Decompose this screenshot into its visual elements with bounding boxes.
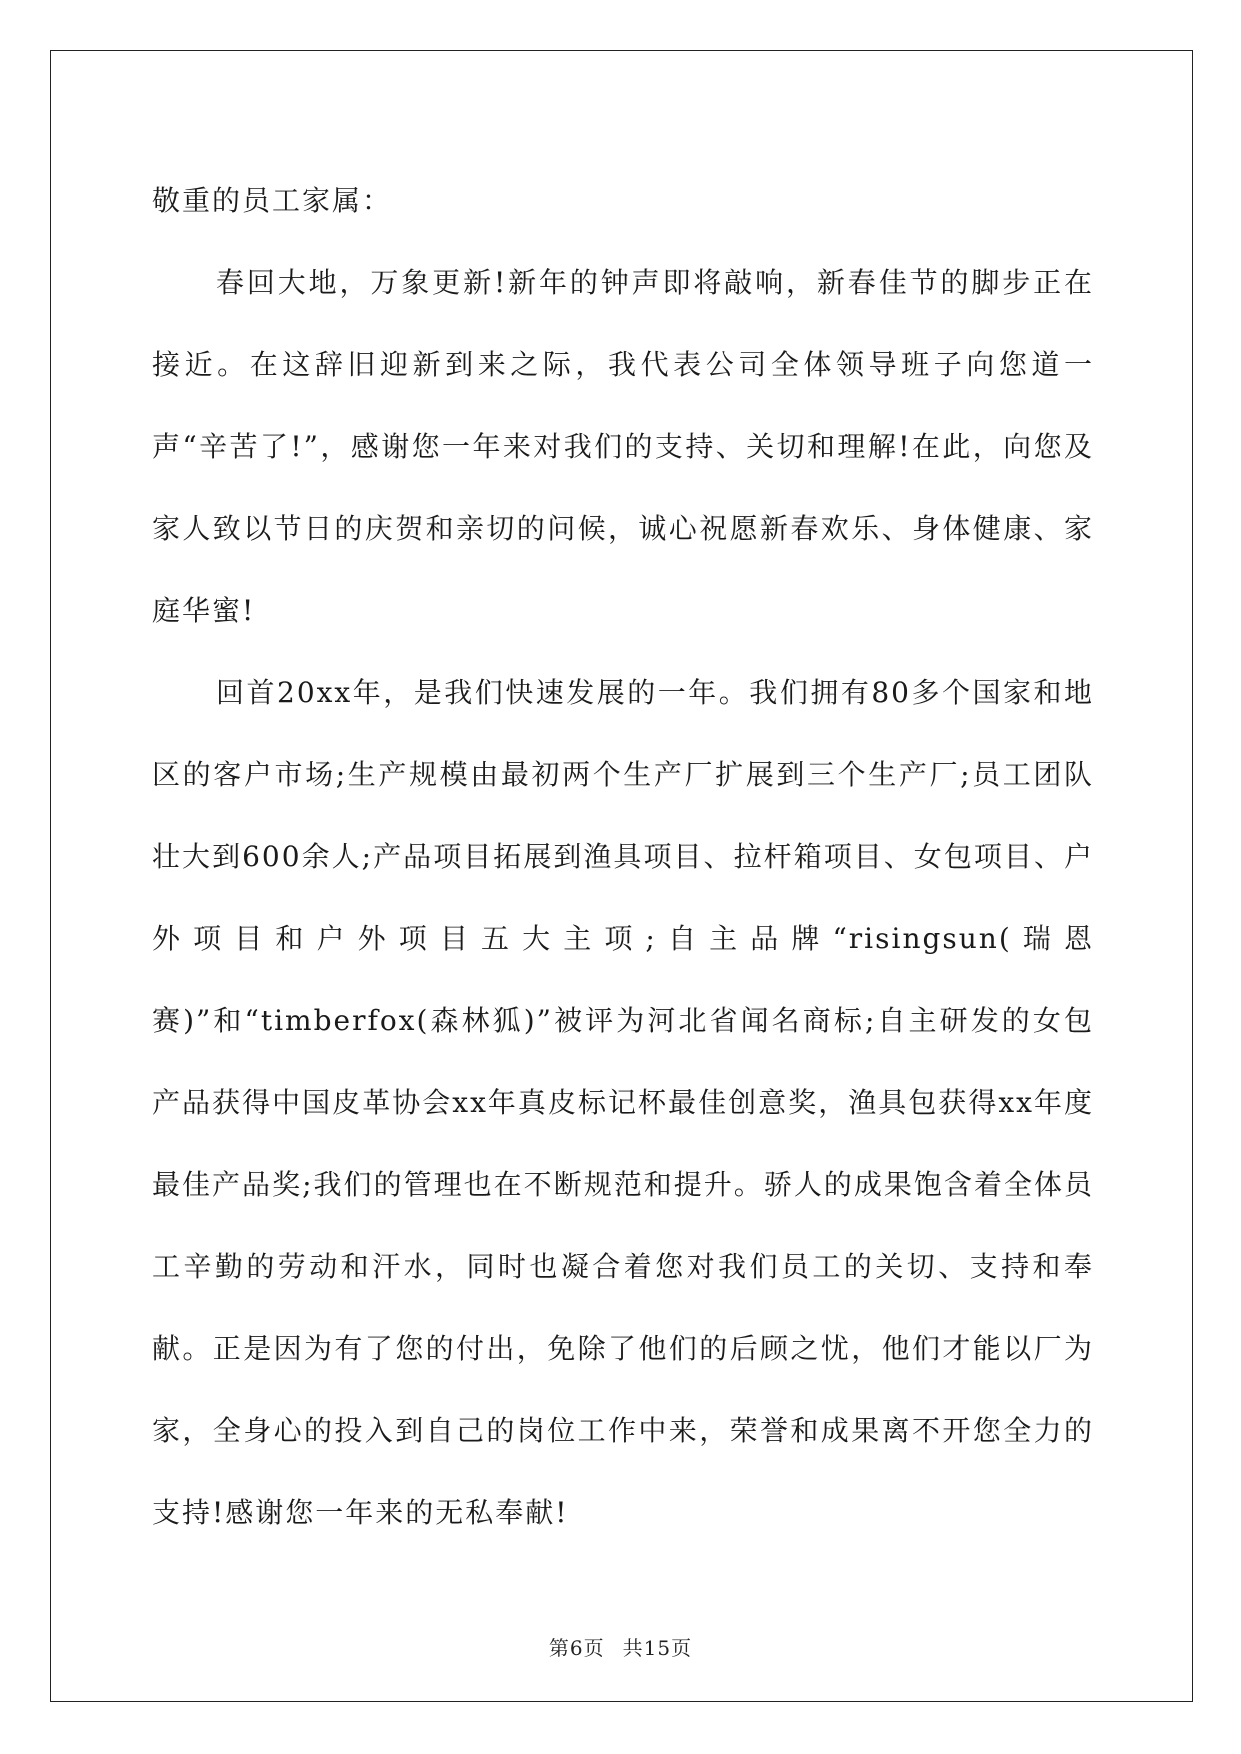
salutation: 敬重的员工家属： — [152, 184, 393, 217]
paragraph-review: 回首20xx年，是我们快速发展的一年。我们拥有80多个国家和地区的客户市场;生产规模由最初两个生产厂扩展到三个生产厂;员工团队壮大到600余人;产品项目拓展到渔具项目、拉杆箱项目、女包项目、户外项目和户外项目五大主项;自主品牌“risingsun(瑞恩赛)”和“timberfox(森林狐)”被评为河北省闻名商标;自主研发的女包产品获得中国皮革协会xx年真皮标记杯最佳创意奖，渔具包获得xx年度最佳产品奖;我们的管理也在不断规范和提升。骄人的成果饱含着全体员工辛勤的劳动和汗水，同时也凝合着您对我们员工的关切、支持和奉献。正是因为有了您的付出，免除了他们的后顾之忧，他们才能以厂为家，全身心的投入到自己的岗位工作中来，荣誉和成果离不开您全力的支持!感谢您一年来的无私奉献! — [152, 676, 1094, 1529]
paragraph-greeting: 春回大地，万象更新!新年的钟声即将敲响，新春佳节的脚步正在接近。在这辞旧迎新到来之际，我代表公司全体领导班子向您道一声“辛苦了!”，感谢您一年来对我们的支持、关切和理解!在此，向您及家人致以节日的庆贺和亲切的问候，诚心祝愿新春欢乐、身体健康、家庭华蜜! — [152, 266, 1094, 627]
page-footer — [0, 1632, 1241, 1661]
page-total: 共15页 — [622, 1636, 693, 1660]
letter-body — [152, 160, 1094, 1554]
page-number: 第6页 — [548, 1636, 605, 1660]
